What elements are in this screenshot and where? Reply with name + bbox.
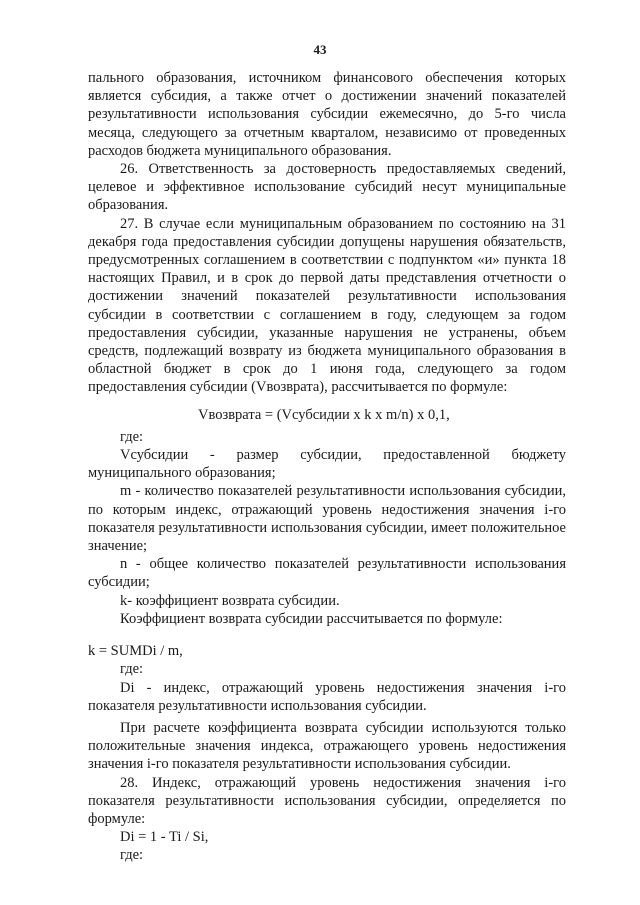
definition-vsubsidy: Vсубсидии - размер субсидии, предоставленной бюджету муниципального образования; bbox=[88, 447, 566, 482]
formula-di: Di = 1 - Ti / Si, bbox=[120, 829, 209, 846]
where-label-3: где: bbox=[120, 847, 144, 864]
page-number: 43 bbox=[313, 42, 327, 57]
formula-k: k = SUMDi / m, bbox=[88, 643, 183, 660]
definition-di: Di - индекс, отражающий уровень недостижения значения i-го показателя результативности использования субсидии. bbox=[88, 679, 566, 714]
coefficient-intro: Коэффициент возврата субсидии рассчитывается по формуле: bbox=[120, 610, 503, 627]
paragraph-28: 28. Индекс, отражающий уровень недостижения значения i-го показателя результативности использования субсидии, определяется по формуле: bbox=[88, 774, 566, 827]
where-label-2: где: bbox=[120, 661, 144, 678]
positive-values-note: При расчете коэффициента возврата субсидии используются только положительные значения индекса, отражающего уровень недостижения значения i-го показателя результативности использования субсидии. bbox=[88, 719, 566, 773]
definition-n: n - общее количество показателей результативности использования субсидии; bbox=[88, 556, 566, 591]
paragraph-continuation: пального образования, источником финансового обеспечения которых является субсидия, а также отчет о достижении значений показателей результативности использования субсидии ежемесячно, до 5-го числа месяца, следующего за отчетным кварталом, независимо от проведенных расходов бюджета муниципального образования. bbox=[88, 70, 566, 159]
definition-m: m - количество показателей результативности использования субсидии, по которым индекс, отражающий уровень недостижения значения i-го показателя результативности использования субсидии, имеет положительное значение; bbox=[88, 483, 566, 555]
document-body bbox=[88, 69, 566, 865]
paragraph-27: 27. В случае если муниципальным образованием по состоянию на 31 декабря года предоставления субсидии допущены нарушения обязательств, предусмотренных соглашением в соответствии с подпунктом «и» пункта 18 настоящих Правил, и в срок до первой даты представления отчетности о достижении значений показателей результативности использования субсидии в соответствии с соглашением в году, следующем за годом предоставления субсидии, указанные нарушения не устранены, объем средств, подлежащий возврату из бюджета муниципального образования в областной бюджет в срок до 1 июня года, следующего за годом предоставления субсидии (Vвозврата), рассчитывается по формуле: bbox=[88, 215, 566, 396]
formula-return-volume: Vвозврата = (Vсубсидии x k x m/n) x 0,1, bbox=[198, 406, 450, 423]
where-label-1: где: bbox=[120, 428, 144, 445]
paragraph-26: 26. Ответственность за достоверность предоставляемых сведений, целевое и эффективное использование субсидий несут муниципальные образования. bbox=[88, 161, 566, 214]
definition-k: k- коэффициент возврата субсидии. bbox=[120, 592, 340, 609]
